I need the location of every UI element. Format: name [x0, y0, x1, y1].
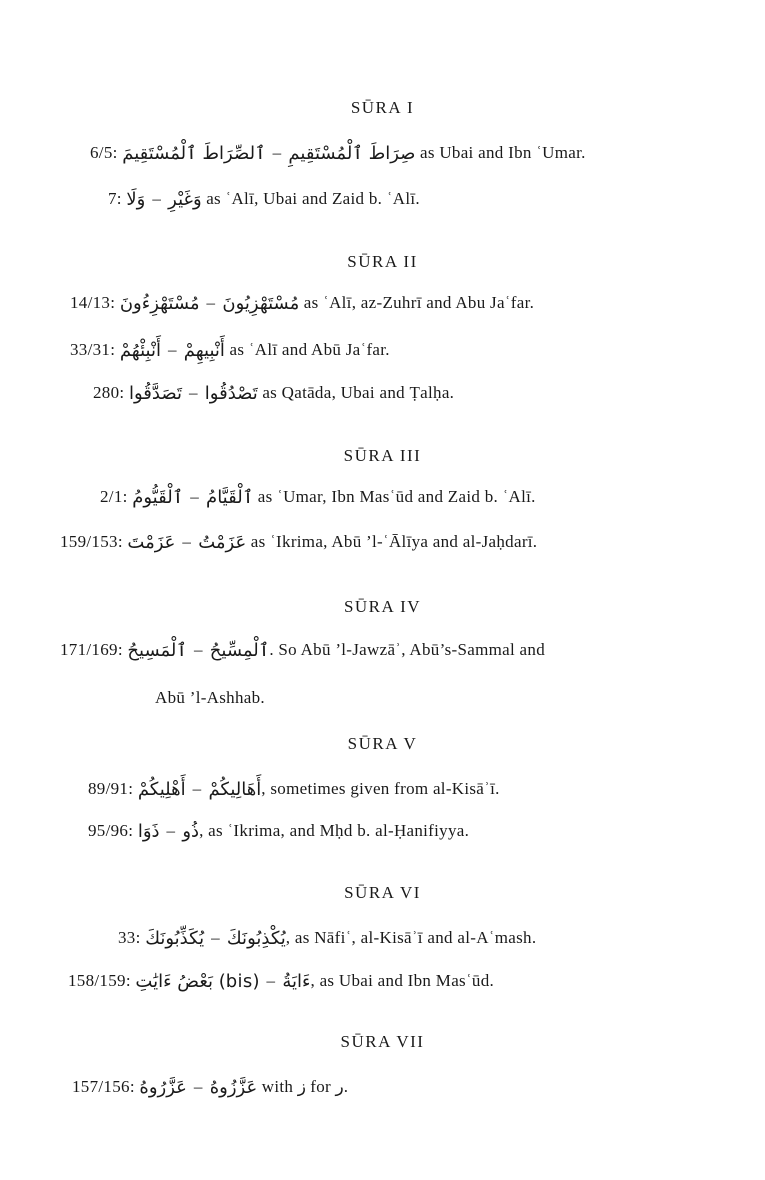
verse-reference: 14/13: [70, 293, 116, 312]
arabic-variant: تَصَدَّقُوا [129, 383, 182, 404]
reading-note: , as ʿIkrima, and Mḥd b. al-Ḥanifiyya. [199, 821, 470, 840]
sura-heading: SŪRA IV [343, 597, 422, 616]
arabic-reading: ٱلْقَيَّامُ [206, 487, 254, 508]
arabic-reading: ذُو [182, 821, 200, 842]
arabic-variant: ٱلصِّرَاطَ ٱلْمُسْتَقِيمَ [122, 143, 266, 164]
arabic-variant: يُكَذِّبُونَكَ [145, 928, 205, 949]
reading-note: , sometimes given from al-Kisāʾī. [261, 779, 500, 798]
reading-note: as Qatāda, Ubai and Ṭalḥa. [257, 383, 455, 402]
entry-line: 33/31: أَنْبِئْهُمْ – أَنْبِيهِمْ as ʿAlī and Abū Jaʿfar. [70, 340, 390, 361]
arabic-variant: وَلَا [126, 189, 146, 210]
entry-line: 2/1: ٱلْقَيُّومُ – ٱلْقَيَّامُ as ʿUmar, Ibn Masʿūd and Zaid b. ʿAlī. [100, 487, 536, 508]
arabic-variant: ءَايَةُ [282, 971, 311, 992]
reading-note: , as Nāfiʿ, al-Kisāʾī and al-Aʿmash. [285, 928, 537, 947]
arabic-reading: مُسْتَهْزِيُونَ [222, 293, 300, 314]
arabic-reading: ٱلْمِسِّيحُ [209, 640, 270, 661]
arabic-reading: أَهَالِيكُمْ [208, 779, 262, 800]
sura-heading: SŪRA I [350, 98, 415, 117]
entry-continuation: Abū ’l-Ashhab. [155, 688, 265, 707]
verse-reference: 7: [108, 189, 122, 208]
sura-heading: SŪRA V [347, 734, 418, 753]
arabic-reading: تَصْدُقُوا [204, 383, 258, 404]
reading-note: , as Ubai and Ibn Masʿūd. [310, 971, 495, 990]
reading-note: . So Abū ’l-Jawzāʾ, Abū’s-Sammal and [269, 640, 546, 659]
verse-reference: 157/156: [72, 1077, 135, 1096]
arabic-reading: عَزَمْتُ [198, 532, 247, 553]
arabic-variant: عَزَّرُوهُ [139, 1077, 187, 1098]
arabic-reading: يُكْذِبُونَكَ [226, 928, 286, 949]
reading-note: as ʿUmar, Ibn Masʿūd and Zaid b. ʿAlī. [253, 487, 536, 506]
verse-reference: 158/159: [68, 971, 131, 990]
arabic-variant: ذَوَا [137, 821, 160, 842]
arabic-variant: ٱلْمَسِيحُ [127, 640, 187, 661]
verse-reference: 171/169: [60, 640, 123, 659]
reading-note: with ز for ر. [257, 1077, 348, 1096]
reading-note: as ʿAlī and Abū Jaʿfar. [224, 340, 390, 359]
verse-reference: 159/153: [60, 532, 123, 551]
verse-reference: 280: [93, 383, 125, 402]
verse-reference: 6/5: [90, 143, 118, 162]
verse-reference: 95/96: [88, 821, 134, 840]
arabic-variant: عَزَمْتَ [127, 532, 176, 553]
entry-line: 7: وَلَا – وَغَيْرِ as ʿAlī, Ubai and Zaid b. ʿAlī. [108, 189, 420, 210]
entry-line: 95/96: ذَوَا – ذُو, as ʿIkrima, and Mḥd b. al-Ḥanifiyya. [88, 821, 470, 842]
entry-line: 6/5: ٱلصِّرَاطَ ٱلْمُسْتَقِيمَ – صِرَاطَ ٱلْمُسْتَقِيمِ as Ubai and Ibn ʿUmar. [90, 143, 586, 164]
entry-line: 171/169: ٱلْمَسِيحُ – ٱلْمِسِّيحُ. So Abū ’l-Jawzāʾ, Abū’s-Sammal and [60, 640, 546, 661]
entry-line: 89/91: أَهْلِيكُمْ – أَهَالِيكُمْ, sometimes given from al-Kisāʾī. [88, 779, 500, 800]
sura-heading: SŪRA VI [344, 883, 421, 902]
sura-heading: SŪRA VII [340, 1032, 425, 1051]
arabic-variant: أَهْلِيكُمْ [137, 779, 186, 800]
sura-heading: SŪRA III [343, 446, 422, 465]
verse-reference: 33/31: [70, 340, 116, 359]
entry-line: 157/156: عَزَّرُوهُ – عَزَّزُوهُ with ز for ر. [72, 1077, 348, 1098]
reading-note: as ʿAlī, Ubai and Zaid b. ʿAlī. [201, 189, 420, 208]
entry-line: 33: يُكَذِّبُونَكَ – يُكْذِبُونَكَ, as Nāfiʿ, al-Kisāʾī and al-Aʿmash. [118, 928, 537, 949]
arabic-reading: بَعْضُ ءَايَٰتِ (bis) [135, 971, 260, 992]
entry-line: 14/13: مُسْتَهْزِءُونَ – مُسْتَهْزِيُونَ as ʿAlī, az-Zuhrī and Abu Jaʿfar. [70, 293, 535, 314]
arabic-variant: أَنْبِئْهُمْ [119, 340, 161, 361]
reading-note: as ʿIkrima, Abū ’l-ʿĀlīya and al-Jaḥdarī. [246, 532, 538, 551]
arabic-reading: وَغَيْرِ [168, 189, 202, 210]
arabic-reading: عَزَّزُوهُ [209, 1077, 258, 1098]
sura-heading: SŪRA II [347, 252, 418, 271]
verse-reference: 2/1: [100, 487, 128, 506]
arabic-reading: صِرَاطَ ٱلْمُسْتَقِيمِ [288, 143, 416, 164]
arabic-reading: أَنْبِيهِمْ [183, 340, 225, 361]
verse-reference: 89/91: [88, 779, 134, 798]
reading-note: as ʿAlī, az-Zuhrī and Abu Jaʿfar. [299, 293, 535, 312]
entry-line: 280: تَصَدَّقُوا – تَصْدُقُوا as Qatāda, Ubai and Ṭalḥa. [93, 383, 455, 404]
arabic-variant: مُسْتَهْزِءُونَ [119, 293, 200, 314]
entry-line: 159/153: عَزَمْتَ – عَزَمْتُ as ʿIkrima, Abū ’l-ʿĀlīya and al-Jaḥdarī. [60, 532, 538, 553]
reading-note: as Ubai and Ibn ʿUmar. [415, 143, 586, 162]
arabic-variant: ٱلْقَيُّومُ [132, 487, 184, 508]
entry-line: 158/159: بَعْضُ ءَايَٰتِ (bis) – ءَايَةُ, as Ubai and Ibn Masʿūd. [68, 971, 495, 992]
verse-reference: 33: [118, 928, 141, 947]
